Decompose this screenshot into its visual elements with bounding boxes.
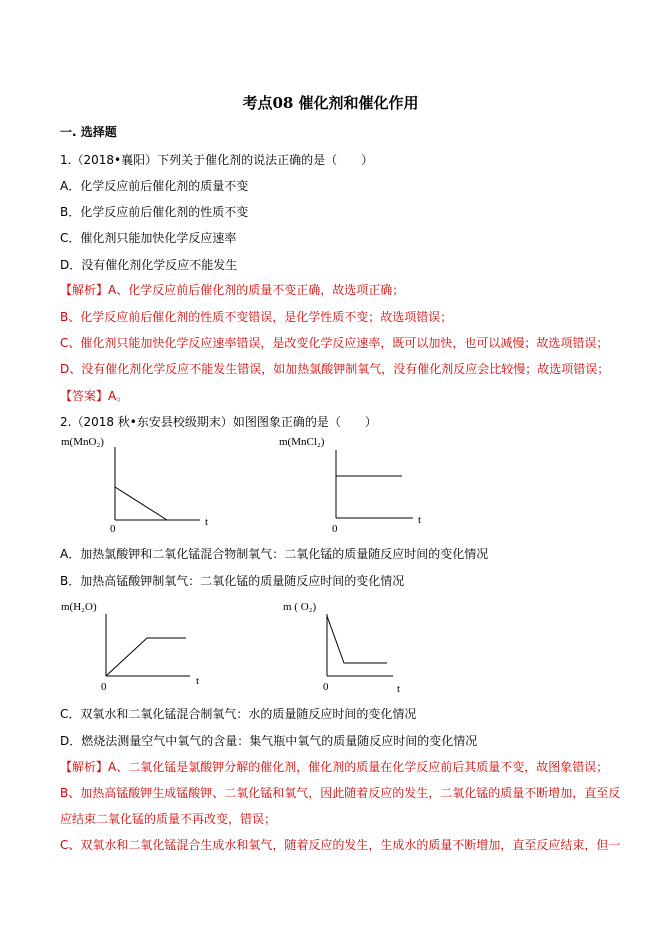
graph-ylabel: m(MnCl₂) xyxy=(279,436,325,448)
graph-ylabel: m(H₂O) xyxy=(61,601,97,613)
q1-analysis-line: D、没有催化剂化学反应不能发生错误，如加热氯酸钾制氧气，没有催化剂反应会比较慢；故选项错误； xyxy=(60,362,610,376)
graph-ylabel: m ( O₂) xyxy=(283,601,317,613)
graph-curve xyxy=(115,487,167,520)
q1-option-b: B．化学反应前后催化剂的性质不变 xyxy=(60,205,249,219)
q2-analysis-line: 【解析】A、二氧化锰是氯酸钾分解的催化剂，催化剂的质量在化学反应前后其质量不变，故图象错误； xyxy=(60,760,609,774)
q1-option-d: D．没有催化剂化学反应不能发生 xyxy=(60,258,238,272)
graph-origin: 0 xyxy=(101,681,107,693)
q1-analysis-line: 【解析】A、化学反应前后催化剂的质量不变正确，故选项正确； xyxy=(60,283,405,297)
graph-mncl2 xyxy=(275,432,445,542)
q2-stem: 2.（2018 秋•东安县校级期末）如图图象正确的是（ ） xyxy=(60,415,377,429)
graph-ylabel: m(MnO₂) xyxy=(61,436,104,448)
graph-o2 xyxy=(275,598,445,698)
graph-origin: 0 xyxy=(332,523,338,535)
q2-analysis-line: 应结束二氧化锰的质量不再改变，错误； xyxy=(60,812,277,826)
q1-option-a: A．化学反应前后催化剂的质量不变 xyxy=(60,179,249,193)
q1-stem: 1.（2018•襄阳）下列关于催化剂的说法正确的是（ ） xyxy=(60,153,374,167)
q1-analysis-line: B、化学反应前后催化剂的性质不变错误，是化学性质不变；故选项错误； xyxy=(60,310,453,324)
q2-option-a: A．加热氯酸钾和二氧化锰混合物制氧气：二氧化锰的质量随反应时间的变化情况 xyxy=(60,547,489,561)
graph-xlabel: t xyxy=(397,683,401,695)
q2-option-b: B．加热高锰酸钾制氧气：二氧化锰的质量随反应时间的变化情况 xyxy=(60,574,405,588)
graph-curve xyxy=(327,616,387,663)
q2-analysis-line: B、加热高锰酸钾生成锰酸钾、二氧化锰和氧气，因此随着反应的发生，二氧化锰的质量不断增加，直至反 xyxy=(60,786,621,800)
graph-origin: 0 xyxy=(110,523,116,535)
q2-option-d: D．燃烧法测量空气中氧气的含量：集气瓶中氧气的质量随反应时间的变化情况 xyxy=(60,734,478,748)
graph-xlabel: t xyxy=(418,514,422,526)
q2-analysis-line: C、双氧水和二氧化锰混合生成水和氧气，随着反应的发生，生成水的质量不断增加，直至反应结束，但一 xyxy=(60,838,621,852)
graph-h2o xyxy=(55,598,225,698)
graph-curve xyxy=(106,638,186,676)
page-title: 考点08 催化剂和催化作用 xyxy=(242,94,419,112)
graph-xlabel: t xyxy=(196,675,200,687)
q1-option-c: C．催化剂只能加快化学反应速率 xyxy=(60,231,237,245)
graph-mno2 xyxy=(55,432,225,542)
q2-option-c: C．双氧水和二氧化锰混合制氧气：水的质量随反应时间的变化情况 xyxy=(60,707,417,721)
graph-xlabel: t xyxy=(205,516,209,528)
q1-analysis-line: C、催化剂只能加快化学反应速率错误，是改变化学反应速率，既可以加快，也可以减慢；故选项错误； xyxy=(60,336,609,350)
graph-origin: 0 xyxy=(323,681,329,693)
section-heading: 一. 选择题 xyxy=(60,125,117,139)
q1-answer: 【答案】A。 xyxy=(60,389,129,403)
